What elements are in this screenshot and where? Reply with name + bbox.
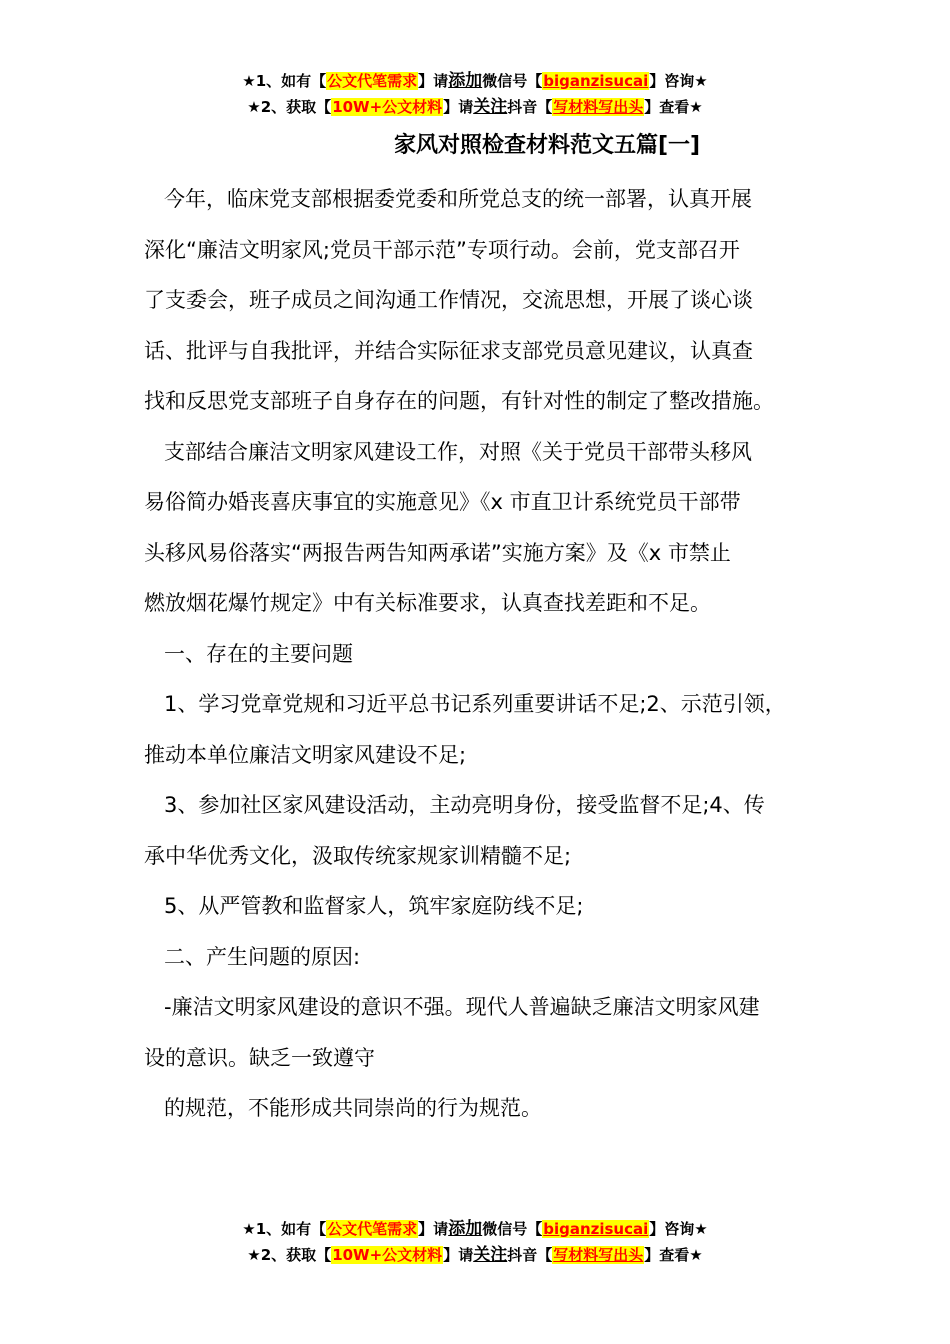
banner-text: 】请 <box>443 98 474 116</box>
banner-text: 抖音【 <box>507 1246 553 1264</box>
body-line: 找和反思党支部班子自身存在的问题，有针对性的制定了整改措施。 <box>144 389 774 413</box>
document-title <box>0 128 950 159</box>
banner-text: 抖音【 <box>507 98 553 116</box>
banner-text: 】请 <box>418 1220 449 1238</box>
body-line: 话、批评与自我批评，并结合实际征求支部党员意见建议，认真查 <box>144 338 753 363</box>
banner-text: 】请 <box>418 72 449 90</box>
section-heading: 一、存在的主要问题 <box>164 641 353 666</box>
banner-text: 】咨询★ <box>649 1220 708 1238</box>
emphasis-text: 添加 <box>448 1219 483 1239</box>
body-line: -廉洁文明家风建设的意识不强。现代人普遍缺乏廉洁文明家风建 <box>164 995 760 1019</box>
header-banner <box>0 68 950 120</box>
banner-line-2 <box>0 1242 950 1268</box>
highlight-tag: 10W+公文材料 <box>332 98 443 116</box>
body-line: 深化“廉洁文明家风;党员干部示范”专项行动。会前，党支部召开 <box>144 237 740 262</box>
body-line: 易俗简办婚丧喜庆事宜的实施意见》《x 市直卫计系统党员干部带 <box>144 490 741 514</box>
banner-text: 】请 <box>443 1246 474 1264</box>
banner-line-1 <box>0 1216 950 1242</box>
document-title-text: 家风对照检查材料范文五篇[一] <box>393 133 701 158</box>
body-line: 燃放烟花爆竹规定》中有关标准要求，认真查找差距和不足。 <box>144 591 711 615</box>
body-line: 的规范，不能形成共同崇尚的行为规范。 <box>164 1096 542 1120</box>
banner-text: ★2、获取【 <box>247 1246 332 1264</box>
body-line: 推动本单位廉洁文明家风建设不足; <box>144 742 467 767</box>
body-line: 承中华优秀文化，汲取传统家规家训精髓不足; <box>144 843 572 868</box>
highlight-tag: 10W+公文材料 <box>332 1246 443 1264</box>
body-line: 支部结合廉洁文明家风建设工作，对照《关于党员干部带头移风 <box>164 439 752 464</box>
banner-text: 微信号【 <box>482 72 543 90</box>
body-line: 设的意识。缺乏一致遵守 <box>144 1045 375 1070</box>
banner-text: 微信号【 <box>482 1220 543 1238</box>
banner-text: ★1、如有【 <box>242 1220 327 1238</box>
highlight-tag: biganzisucai <box>543 1220 649 1238</box>
emphasis-text: 关注 <box>473 97 508 117</box>
banner-text: 】咨询★ <box>649 72 708 90</box>
highlight-tag: 公文代笔需求 <box>327 72 418 90</box>
highlight-tag: biganzisucai <box>543 72 649 90</box>
document-body <box>144 174 824 1134</box>
banner-text: 】查看★ <box>644 1246 703 1264</box>
highlight-tag: 公文代笔需求 <box>327 1220 418 1238</box>
highlight-tag: 写材料写出头 <box>553 1246 644 1264</box>
body-line: 3、参加社区家风建设活动，主动亮明身份，接受监督不足;4、传 <box>164 793 765 817</box>
banner-text: ★2、获取【 <box>247 98 332 116</box>
highlight-tag: 写材料写出头 <box>553 98 644 116</box>
banner-line-1 <box>0 68 950 94</box>
body-line: 头移风易俗落实“两报告两告知两承诺”实施方案》及《x 市禁止 <box>144 540 731 565</box>
body-line: 今年，临床党支部根据委党委和所党总支的统一部署，认真开展 <box>164 187 752 211</box>
body-line: 5、从严管教和监督家人，筑牢家庭防线不足; <box>164 894 584 918</box>
banner-text: 】查看★ <box>644 98 703 116</box>
body-line: 了支委会，班子成员之间沟通工作情况，交流思想，开展了谈心谈 <box>144 288 753 312</box>
section-heading: 二、产生问题的原因: <box>164 944 361 969</box>
footer-banner <box>0 1216 950 1268</box>
body-line: 1、学习党章党规和习近平总书记系列重要讲话不足;2、示范引领， <box>164 692 786 716</box>
banner-line-2 <box>0 94 950 120</box>
emphasis-text: 添加 <box>448 71 483 91</box>
banner-text: ★1、如有【 <box>242 72 327 90</box>
emphasis-text: 关注 <box>473 1245 508 1265</box>
